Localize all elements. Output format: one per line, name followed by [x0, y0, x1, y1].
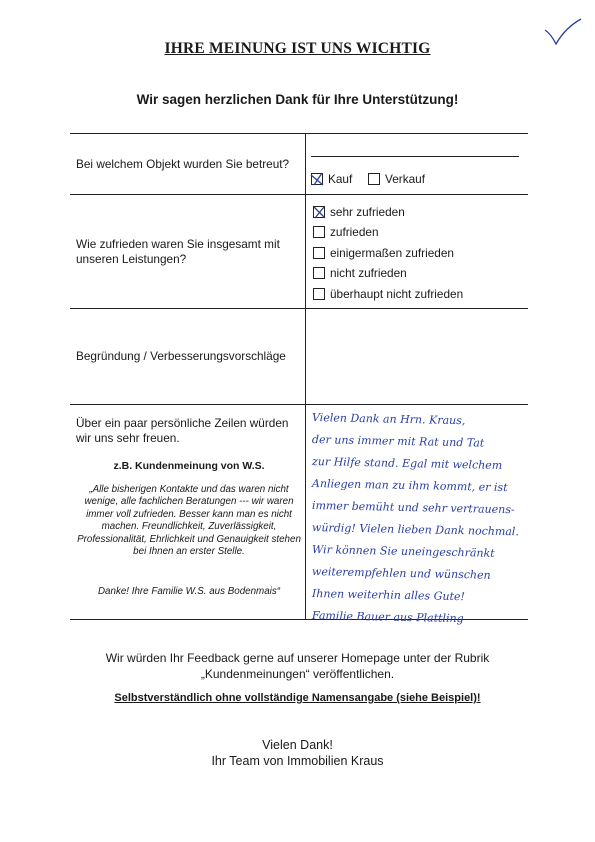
- option-label: Verkauf: [385, 172, 426, 186]
- checkmark-icon: [543, 18, 583, 48]
- handwritten-line: Wir können Sie uneingeschränkt: [311, 543, 495, 560]
- checkbox-icon: [368, 173, 380, 185]
- handwritten-line: weiterempfehlen und wünschen: [311, 565, 491, 582]
- checkbox-icon: [313, 288, 325, 300]
- table-divider: [70, 133, 528, 134]
- question-personal: Über ein paar persönliche Zeilen würden wir uns sehr freuen.: [76, 416, 289, 445]
- table-divider: [70, 308, 528, 309]
- option-nicht-zufrieden[interactable]: [313, 266, 407, 280]
- option-label: überhaupt nicht zufrieden: [330, 287, 464, 301]
- object-answer-line: [311, 156, 519, 157]
- table-column-divider: [305, 133, 306, 619]
- table-divider: [70, 404, 528, 405]
- checkbox-icon: [313, 247, 325, 259]
- question-reason: Begründung / Verbesserungsvorschläge: [76, 349, 286, 363]
- option-verkauf[interactable]: [368, 172, 425, 186]
- option-einigermassen-zufrieden[interactable]: [313, 246, 454, 260]
- handwritten-line: zur Hilfe stand. Egal mit welchem: [311, 455, 503, 472]
- checkbox-icon: [313, 226, 325, 238]
- checkbox-checked-icon: [311, 173, 323, 185]
- question-object: Bei welchem Objekt wurden Sie betreut?: [76, 157, 290, 171]
- example-signature: Danke! Ihre Familie W.S. aus Bodenmais“: [97, 586, 281, 597]
- handwritten-line: immer bemüht und sehr vertrauens-: [311, 499, 515, 517]
- option-zufrieden[interactable]: [313, 225, 379, 239]
- handwritten-line: der uns immer mit Rat und Tat: [311, 433, 485, 450]
- handwritten-line: würdig! Vielen lieben Dank nochmal.: [311, 521, 520, 539]
- homepage-note-line: Wir würden Ihr Feedback gerne auf unserer Homepage unter der Rubrik: [105, 651, 490, 665]
- checkbox-checked-icon: [313, 206, 325, 218]
- option-ueberhaupt-nicht-zufrieden[interactable]: [313, 287, 463, 301]
- closing: [0, 737, 595, 769]
- page-subtitle: Wir sagen herzlichen Dank für Ihre Unterstützung!: [136, 92, 459, 107]
- handwritten-signature: Familie Bauer aus Plattling: [311, 609, 464, 626]
- example-title: z.B. Kundenmeinung von W.S.: [113, 460, 265, 472]
- option-label: einigermaßen zufrieden: [330, 246, 454, 260]
- option-label: sehr zufrieden: [330, 205, 405, 219]
- option-sehr-zufrieden[interactable]: [313, 205, 405, 219]
- page-title: IHRE MEINUNG IST UNS WICHTIG: [164, 40, 431, 57]
- option-kauf[interactable]: [311, 172, 352, 186]
- checkbox-icon: [313, 267, 325, 279]
- example-quote: „Alle bisherigen Kontakte und das waren nicht wenige, alle fachlichen Beratungen --- wir waren immer voll zufrieden. Besser kann man es nicht machen. Freundlichkeit, Zuverlässigkeit, Professionalität, Ehrlichkeit und Genauigkeit stehen bei Ihnen an erster Stelle.: [77, 484, 301, 558]
- handwritten-line: Vielen Dank an Hrn. Kraus,: [311, 411, 466, 428]
- closing-thanks: Vielen Dank!: [262, 738, 333, 752]
- homepage-note: [0, 650, 595, 682]
- handwritten-line: Ihnen weiterhin alles Gute!: [311, 587, 466, 604]
- option-label: nicht zufrieden: [330, 266, 407, 280]
- closing-team: Ihr Team von Immobilien Kraus: [211, 754, 384, 768]
- anonymity-notice: Selbstverständlich ohne vollständige Namensangabe (siehe Beispiel)!: [114, 692, 481, 704]
- option-label: Kauf: [328, 172, 353, 186]
- homepage-note-line: „Kundenmeinungen“ veröffentlichen.: [200, 667, 395, 681]
- handwritten-line: Anliegen man zu ihm kommt, er ist: [311, 477, 508, 495]
- question-satisfaction: Wie zufrieden waren Sie insgesamt mit unseren Leistungen?: [76, 237, 280, 266]
- table-divider: [70, 194, 528, 195]
- option-label: zufrieden: [330, 225, 379, 239]
- handwritten-feedback: [312, 407, 582, 627]
